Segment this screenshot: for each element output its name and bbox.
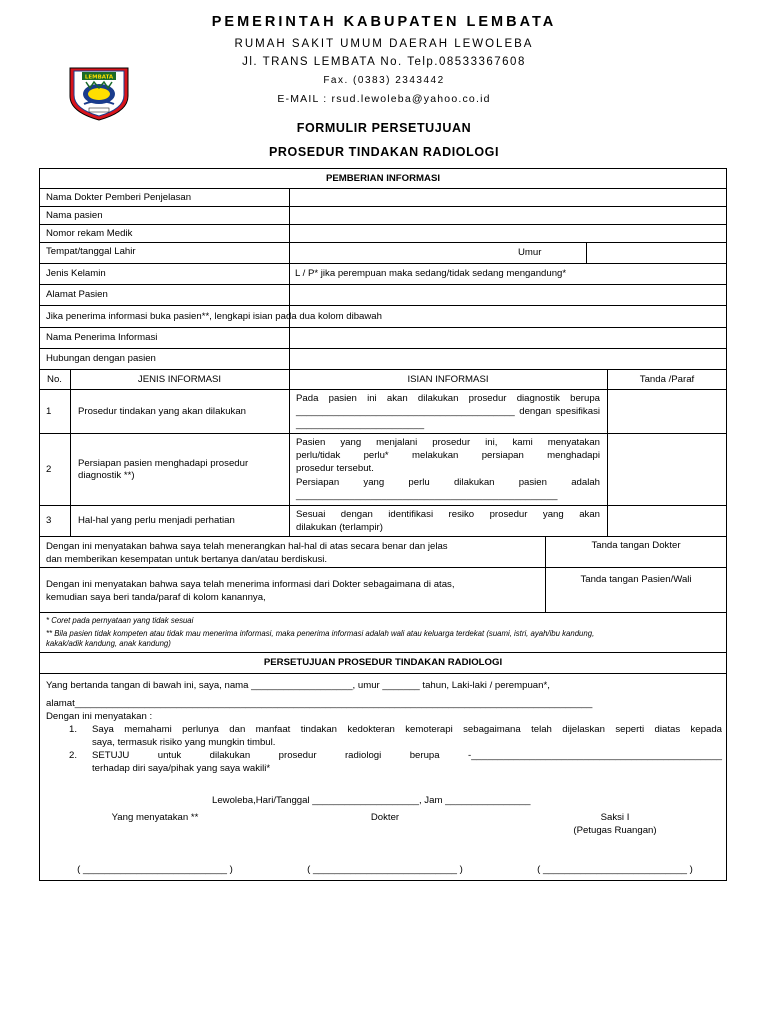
row-2-content-line3: prosedur tersebut. — [296, 463, 374, 474]
signature-blank-witness[interactable]: ( ___________________________ ) — [537, 864, 693, 875]
label-recipient-name: Nama Penerima Informasi — [46, 332, 158, 343]
footnote-double-star-cont: kakak/adik kandung, anak kandung) — [46, 639, 171, 648]
row-1-sign-field[interactable] — [608, 390, 726, 432]
field-age[interactable] — [587, 243, 726, 262]
row-1-content-line1: Pada pasien ini akan dilakukan prosedur diagnostik berupa — [296, 393, 600, 404]
place-date-time-line[interactable]: Lewoleba,Hari/Tanggal ____________________, Jam ________________ — [212, 795, 531, 806]
field-doctor-name[interactable] — [290, 189, 726, 205]
consent-name-line[interactable]: Yang bertanda tangan di bawah ini, saya, nama ___________________, umur _______ tahun, Laki-laki / perempuan*, — [46, 680, 550, 691]
row-1-number: 1 — [46, 406, 52, 417]
row-2-number: 2 — [46, 464, 52, 475]
field-patient-name[interactable] — [290, 207, 726, 223]
field-gender[interactable]: L / P* jika perempuan maka sedang/tidak sedang mengandung* — [295, 268, 567, 279]
signer-declarant-label: Yang menyatakan ** — [111, 812, 199, 823]
row-1-content-line3: ________________________ — [296, 419, 425, 430]
consent-item-2-text[interactable]: SETUJU untuk dilakukan prosedur radiologi berupa -_______________________________________________ — [92, 750, 722, 761]
label-doctor-name: Nama Dokter Pemberi Penjelasan — [46, 192, 192, 203]
footnote-single-star: * Coret pada pernyataan yang tidak sesuai — [46, 616, 194, 625]
patient-statement-line1: Dengan ini menyatakan bahwa saya telah menerima informasi dari Dokter sebagaimana di atas, — [46, 579, 455, 590]
field-medical-record[interactable] — [290, 225, 726, 241]
signature-blank-doctor[interactable]: ( ___________________________ ) — [307, 864, 463, 875]
label-patient-address: Alamat Pasien — [46, 289, 108, 300]
row-3-content-line1: Sesuai dengan identifikasi resiko prosedur yang akan — [296, 509, 600, 520]
hospital-name: RUMAH SAKIT UMUM DAERAH LEWOLEBA — [234, 38, 534, 50]
consent-item-1-number: 1. — [69, 724, 78, 735]
column-header-sign: Tanda /Paraf — [639, 374, 695, 385]
field-recipient-name[interactable] — [290, 328, 726, 347]
footnote-double-star: ** Bila pasien tidak kompeten atau tidak mau menerima informasi, maka penerima informasi adalah wali atau keluarga terdekat (suami, istri, ayah/ibu kandung, — [46, 629, 595, 638]
label-age: Umur — [518, 247, 542, 258]
svg-text:LEMBATA: LEMBATA — [84, 74, 114, 81]
field-relation[interactable] — [290, 349, 726, 368]
label-medical-record: Nomor rekam Medik — [46, 228, 133, 239]
consent-address-line[interactable]: alamat_________________________________________________________________________________________________ — [46, 698, 593, 709]
column-header-no: No. — [47, 374, 62, 385]
row-2-content-line2: perlu/tidak perlu* melakukan persiapan menghadapi — [296, 450, 600, 461]
doctor-statement-line1: Dengan ini menyatakan bahwa saya telah menerangkan hal-hal di atas secara benar dan jelas — [46, 541, 448, 552]
section-heading-information: PEMBERIAN INFORMASI — [325, 173, 441, 184]
hospital-fax: Fax. (0383) 2343442 — [323, 75, 445, 86]
signer-doctor-label: Dokter — [370, 812, 400, 823]
patient-statement-line2: kemudian saya beri tanda/paraf di kolom kanannya, — [46, 592, 266, 603]
column-header-type: JENIS INFORMASI — [137, 374, 222, 385]
signer-witness-label: Saksi I — [600, 812, 630, 823]
field-patient-address[interactable] — [290, 285, 726, 304]
row-2-sign-field[interactable] — [608, 434, 726, 504]
row-3-type: Hal-hal yang perlu menjadi perhatian — [78, 515, 235, 526]
label-birth-place-date: Tempat/tanggal Lahir — [46, 246, 136, 257]
hospital-email: E-MAIL : rsud.lewoleba@yahoo.co.id — [277, 93, 491, 105]
doctor-signature-field[interactable] — [546, 552, 726, 566]
signer-witness-role: (Petugas Ruangan) — [573, 825, 657, 836]
patient-signature-field[interactable] — [546, 586, 726, 611]
row-2-content-line5: _________________________________________________ — [296, 490, 558, 501]
row-3-number: 3 — [46, 515, 52, 526]
consent-declaration: Dengan ini menyatakan : — [46, 711, 153, 722]
row-1-content-line2: _________________________________________ dengan spesifikasi — [296, 406, 600, 417]
signature-blank-declarant[interactable]: ( ___________________________ ) — [77, 864, 233, 875]
row-2-content-line1: Pasien yang menjalani prosedur ini, kami menyatakan — [296, 437, 600, 448]
row-3-sign-field[interactable] — [608, 506, 726, 535]
label-relation: Hubungan dengan pasien — [46, 353, 156, 364]
consent-item-1-text-cont: saya, termasuk risiko yang mungkin timbul. — [92, 737, 276, 748]
row-1-type: Prosedur tindakan yang akan dilakukan — [78, 406, 247, 417]
row-2-content-line4: Persiapan yang perlu dilakukan pasien adalah — [296, 477, 600, 488]
field-birth-place-date[interactable] — [290, 243, 510, 262]
patient-signature-label: Tanda tangan Pasien/Wali — [580, 574, 692, 585]
form-title: FORMULIR PERSETUJUAN — [296, 121, 472, 135]
doctor-statement-line2: dan memberikan kesempatan untuk bertanya dan/atau berdiskusi. — [46, 554, 328, 565]
label-gender: Jenis Kelamin — [46, 268, 106, 279]
consent-item-2-text-cont: terhadap diri saya/pihak yang saya wakili* — [92, 763, 271, 774]
consent-item-1-text: Saya memahami perlunya dan manfaat tindakan kedokteran kemoterapi sebagaimana telah dijelaskan seperti diatas kepada — [92, 724, 722, 735]
consent-item-2-number: 2. — [69, 750, 78, 761]
recipient-note: Jika penerima informasi buka pasien**, lengkapi isian pada dua kolom dibawah — [46, 311, 382, 322]
column-header-content: ISIAN INFORMASI — [407, 374, 489, 385]
section-heading-consent: PERSETUJUAN PROSEDUR TINDAKAN RADIOLOGI — [263, 657, 503, 668]
doctor-signature-label: Tanda tangan Dokter — [591, 540, 681, 551]
row-3-content-line2: dilakukan (terlampir) — [296, 522, 383, 533]
government-name: PEMERINTAH KABUPATEN LEMBATA — [211, 14, 557, 30]
form-subtitle: PROSEDUR TINDAKAN RADIOLOGI — [268, 145, 500, 159]
hospital-address: Jl. TRANS LEMBATA No. Telp.08533367608 — [242, 56, 526, 68]
label-patient-name: Nama pasien — [46, 210, 103, 221]
regency-logo-icon — [64, 60, 134, 122]
row-2-type: Persiapan pasien menghadapi prosedur diagnostik **) — [78, 458, 249, 481]
